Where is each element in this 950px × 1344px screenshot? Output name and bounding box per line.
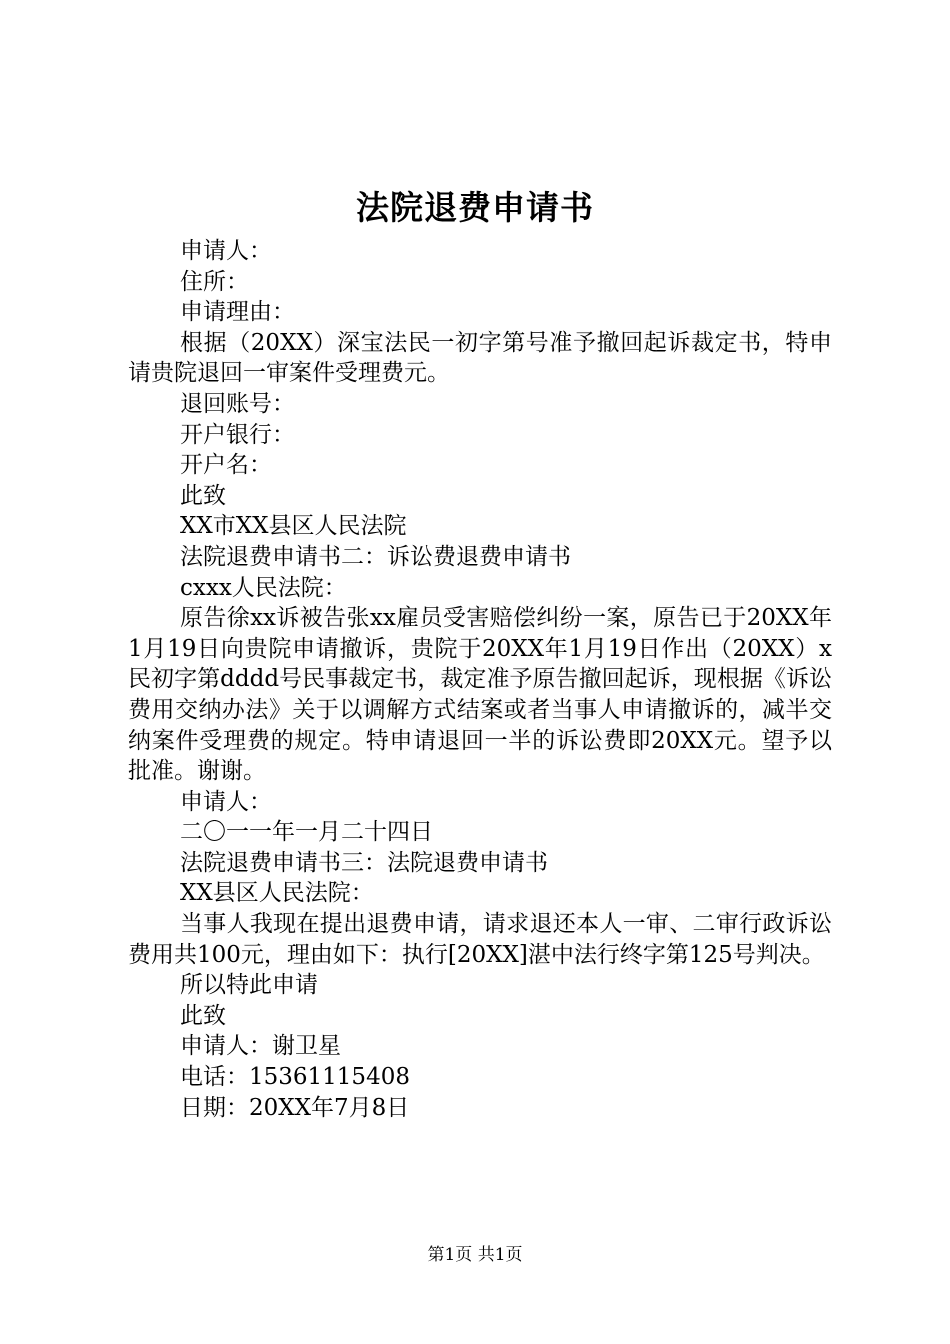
recipient-court-2: cxxx人民法院：: [180, 574, 347, 601]
sign-date-line: 日期：20XX年7月8日: [180, 1094, 410, 1121]
account-name-label: 开户名：: [180, 452, 272, 479]
reason-label: 申请理由：: [180, 299, 295, 326]
recipient-court-3: XX县区人民法院：: [180, 880, 374, 907]
address-label: 住所：: [180, 268, 249, 295]
section-heading-3: 法院退费申请书三：法院退费申请书: [180, 849, 548, 876]
salutation-2: 此致: [180, 1002, 226, 1029]
closing-line: 所以特此申请: [180, 972, 318, 999]
salutation: 此致: [180, 482, 226, 509]
phone-line: 电话：15361115408: [180, 1064, 410, 1091]
recipient-court: XX市XX县区人民法院: [180, 513, 407, 540]
applicant-label-2: 申请人：: [180, 788, 272, 815]
document-body: [128, 236, 832, 1123]
date-line: 二〇一一年一月二十四日: [180, 819, 433, 846]
refund-paragraph: 当事人我现在提出退费申请，请求退还本人一审、二审行政诉讼费用共100元，理由如下：执行[20XX]湛中法行终字第125号判决。: [128, 911, 832, 968]
document-title: 法院退费申请书: [356, 188, 594, 227]
reason-paragraph: 根据（20XX）深宝法民一初字第号准予撤回起诉裁定书，特申请贵院退回一审案件受理费元。: [128, 329, 832, 387]
page-footer: 第1页 共1页: [427, 1245, 523, 1265]
refund-account-label: 退回账号：: [180, 390, 295, 417]
section-heading-2: 法院退费申请书二：诉讼费退费申请书: [180, 543, 571, 570]
bank-label: 开户银行：: [180, 421, 295, 448]
applicant-label: 申请人：: [180, 238, 272, 264]
applicant-name: 申请人：谢卫星: [180, 1033, 341, 1060]
case-paragraph: 原告徐xx诉被告张xx雇员受害赔偿纠纷一案，原告已于20XX年1月19日向贵院申请撤诉，贵院于20XX年1月19日作出（20XX）x民初字第dddd号民事裁定书，裁定准予原告撤回起诉，现根据《诉讼费用交纳办法》关于以调解方式结案或者当事人申请撤诉的，减半交纳案件受理费的规定。特申请退回一半的诉讼费即20XX元。望予以批准。谢谢。: [128, 605, 832, 785]
